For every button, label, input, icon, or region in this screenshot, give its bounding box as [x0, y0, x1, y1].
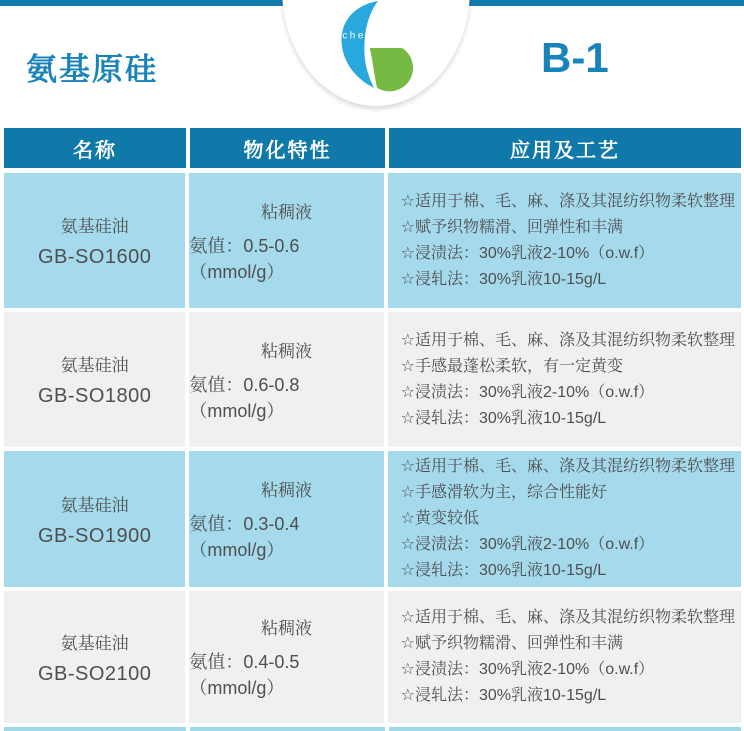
product-name-cell: [4, 173, 185, 308]
application-line: ☆赋予织物糯滑、回弹性和丰满: [400, 635, 623, 652]
property-state: 粘稠液: [260, 202, 312, 222]
product-code: GB-SO2100: [37, 662, 152, 685]
logo-oval: [282, 0, 470, 106]
property-amine-value: 氨值：0.3-0.4（mmol/g）: [189, 514, 300, 560]
application-line: ☆浸轧法：30%乳液10-15g/L: [400, 409, 607, 427]
property-amine-value: 氨值：0.6-0.8（mmol/g）: [189, 374, 300, 421]
properties-cell: [189, 591, 383, 723]
table-row-clipped: [4, 727, 741, 731]
table-header-row: [4, 128, 741, 168]
product-type: 氨基硅油: [60, 633, 129, 653]
table-header-applications: 应用及工艺: [389, 128, 741, 168]
application-line: ☆黄变较低: [400, 510, 479, 527]
product-type: 氨基硅油: [60, 356, 129, 375]
application-line: ☆浸渍法：30%乳液2-10%（o.w.f）: [400, 536, 655, 553]
properties-cell: [189, 312, 383, 447]
table-header-properties: 物化特性: [190, 128, 385, 168]
applications-cell: [388, 591, 741, 723]
logo-blue-drop-icon: [341, 1, 378, 88]
page-title: 氨基原硅: [26, 52, 158, 87]
applications-cell: [388, 451, 741, 587]
product-name-cell: [4, 591, 185, 723]
company-logo-icon: [315, 0, 437, 94]
table-row: [4, 173, 741, 308]
application-line: ☆赋予织物糯滑、回弹性和丰满: [400, 218, 623, 236]
product-name-cell: [4, 312, 185, 447]
application-line: ☆浸轧法：30%乳液10-15g/L: [400, 562, 607, 579]
product-code: GB-SO1800: [37, 385, 152, 407]
application-line: ☆浸轧法：30%乳液10-15g/L: [400, 270, 607, 288]
application-line: ☆适用于棉、毛、麻、涤及其混纺织物柔软整理: [400, 192, 735, 210]
application-line: ☆浸渍法：30%乳液2-10%（o.w.f）: [400, 244, 655, 262]
product-code: GB-SO1900: [37, 524, 152, 547]
product-type: 氨基硅油: [60, 495, 129, 515]
table-row: [4, 312, 741, 447]
product-table: [4, 128, 741, 731]
product-type: 氨基硅油: [60, 217, 129, 236]
property-state: 粘稠液: [260, 619, 312, 638]
application-line: ☆手感滑软为主，综合性能好: [400, 484, 607, 501]
property-state: 粘稠液: [260, 481, 312, 500]
applications-cell: [389, 727, 741, 731]
product-name-cell: [4, 727, 186, 731]
properties-cell: [189, 173, 383, 308]
properties-cell: [189, 451, 383, 587]
application-line: ☆浸渍法：30%乳液2-10%（o.w.f）: [400, 661, 655, 678]
table-row: [4, 451, 741, 587]
page-code: B-1: [541, 34, 609, 81]
table-header-name: 名称: [4, 128, 186, 168]
product-code: GB-SO1600: [37, 246, 152, 268]
application-line: ☆浸渍法：30%乳液2-10%（o.w.f）: [400, 383, 655, 401]
property-amine-value: 氨值：0.5-0.6（mmol/g）: [189, 235, 300, 282]
properties-cell: [190, 727, 385, 731]
table-row: [4, 591, 741, 723]
applications-cell: [388, 173, 741, 308]
logo-wordmark: chemicals: [342, 30, 410, 42]
application-line: ☆浸轧法：30%乳液10-15g/L: [400, 687, 607, 704]
application-line: ☆适用于棉、毛、麻、涤及其混纺织物柔软整理: [400, 331, 735, 349]
property-state: 粘稠液: [260, 341, 312, 361]
product-name-cell: [4, 451, 185, 587]
logo-green-leaf-icon: [370, 48, 413, 91]
application-line: ☆手感最蓬松柔软，有一定黄变: [400, 357, 623, 375]
application-line: ☆适用于棉、毛、麻、涤及其混纺织物柔软整理: [400, 458, 735, 475]
property-amine-value: 氨值：0.4-0.5（mmol/g）: [189, 652, 300, 698]
applications-cell: [388, 312, 741, 447]
application-line: ☆适用于棉、毛、麻、涤及其混纺织物柔软整理: [400, 609, 735, 626]
